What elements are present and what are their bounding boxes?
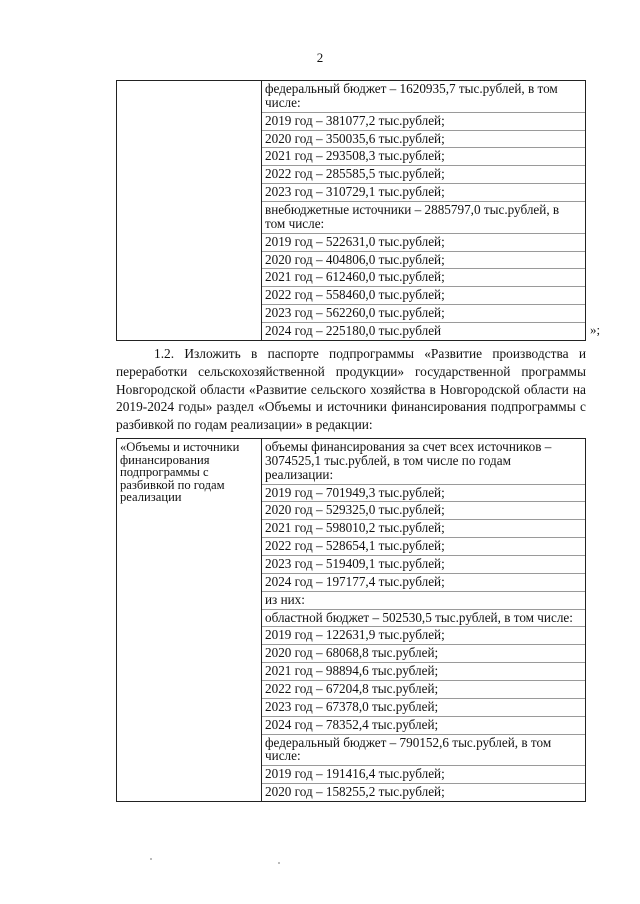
- table-line: из них:: [262, 592, 585, 610]
- funding-table-new: [116, 438, 586, 802]
- table-line: 2024 год – 78352,4 тыс.рублей;: [262, 717, 585, 735]
- table-line: 2020 год – 158255,2 тыс.рублей;: [265, 784, 445, 800]
- scan-speck: [278, 862, 280, 864]
- table-line: 2020 год – 529325,0 тыс.рублей;: [262, 502, 585, 520]
- funding-table-continued: [116, 80, 586, 341]
- table-line: 2019 год – 701949,3 тыс.рублей;: [262, 485, 585, 503]
- table-line: 2021 год – 598010,2 тыс.рублей;: [262, 520, 585, 538]
- table-line: 2020 год – 350035,6 тыс.рублей;: [262, 131, 585, 149]
- table-line: федеральный бюджет – 790152,6 тыс.рублей, в том числе:: [262, 735, 585, 767]
- table-line: 2019 год – 122631,9 тыс.рублей;: [262, 627, 585, 645]
- page-number: 2: [316, 50, 324, 65]
- table-line: 2022 год – 558460,0 тыс.рублей;: [262, 287, 585, 305]
- table-line: 2024 год – 225180,0 тыс.рублей: [265, 323, 442, 339]
- table-line: объемы финансирования за счет всех источников – 3074525,1 тыс.рублей, в том числе по годам реализации:: [262, 439, 585, 485]
- table-line: 2023 год – 519409,1 тыс.рублей;: [262, 556, 585, 574]
- table-right-cell: [262, 439, 586, 802]
- table-line: 2019 год – 522631,0 тыс.рублей;: [262, 234, 585, 252]
- table-left-cell: [117, 81, 262, 341]
- table-line: 2020 год – 68068,8 тыс.рублей;: [262, 645, 585, 663]
- table-line: 2020 год – 404806,0 тыс.рублей;: [262, 252, 585, 270]
- section-label: «Объемы и источники финансирования подпрограммы с разбивкой по годам реализации: [120, 440, 240, 505]
- table-line: 2019 год – 381077,2 тыс.рублей;: [262, 113, 585, 131]
- table-line: 2022 год – 528654,1 тыс.рублей;: [262, 538, 585, 556]
- table-line: 2023 год – 67378,0 тыс.рублей;: [262, 699, 585, 717]
- table-left-cell: [117, 439, 262, 802]
- table-line: 2023 год – 562260,0 тыс.рублей;: [262, 305, 585, 323]
- table-line: 2023 год – 310729,1 тыс.рублей;: [262, 184, 585, 202]
- table-line: областной бюджет – 502530,5 тыс.рублей, в том числе:: [262, 610, 585, 628]
- table-line: федеральный бюджет – 1620935,7 тыс.рублей, в том числе:: [262, 81, 585, 113]
- table-line: 2021 год – 293508,3 тыс.рублей;: [262, 148, 585, 166]
- table-line: 2021 год – 98894,6 тыс.рублей;: [262, 663, 585, 681]
- table-line: 2024 год – 197177,4 тыс.рублей;: [262, 574, 585, 592]
- table-line: внебюджетные источники – 2885797,0 тыс.рублей, в том числе:: [262, 202, 585, 234]
- table-line: 2021 год – 612460,0 тыс.рублей;: [262, 269, 585, 287]
- scan-speck: [150, 858, 152, 860]
- table-right-cell: [262, 81, 586, 341]
- table-line: 2022 год – 67204,8 тыс.рублей;: [262, 681, 585, 699]
- table-line: 2022 год – 285585,5 тыс.рублей;: [262, 166, 585, 184]
- closing-quote: »;: [590, 322, 601, 337]
- amendment-paragraph: 1.2. Изложить в паспорте подпрограммы «Развитие производства и переработки сельскохозяйственной продукции» государственной программы Новгородской области «Развитие сельского хозяйства в Новгородской области на 2019-2024 годы» раздел «Объемы и источники финансирования подпрограммы с разбивкой по годам реализации» в редакции:: [116, 346, 586, 433]
- table-line: 2019 год – 191416,4 тыс.рублей;: [262, 766, 585, 784]
